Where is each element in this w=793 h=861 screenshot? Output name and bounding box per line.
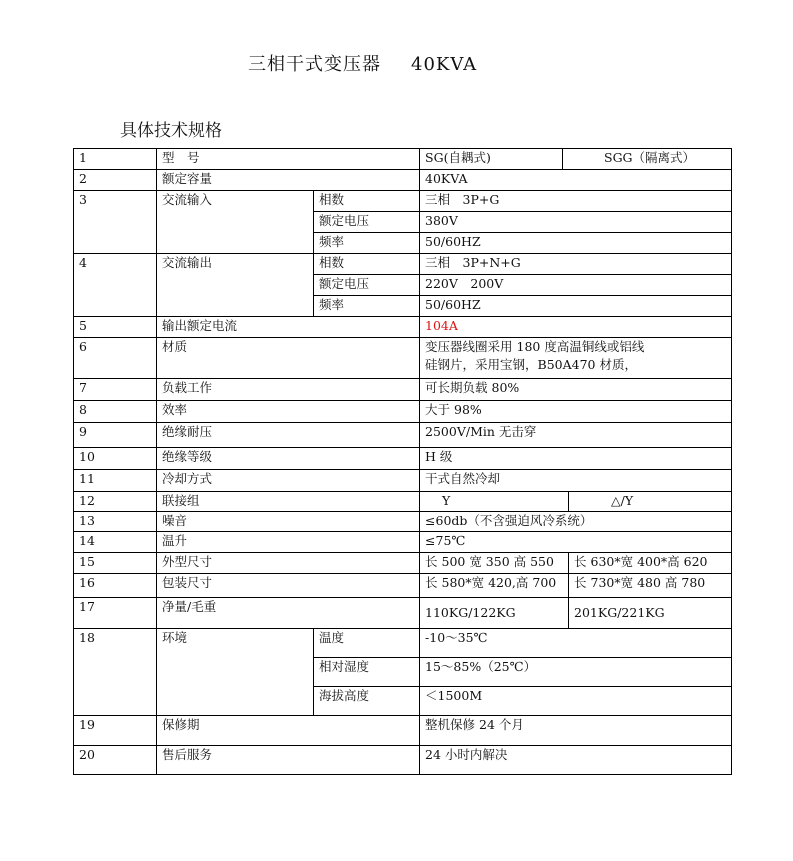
value-cell: 40KVA — [420, 170, 732, 191]
table-row — [74, 532, 732, 553]
table-row — [74, 598, 732, 629]
item-label: 外型尺寸 — [157, 553, 420, 574]
row-number: 9 — [74, 423, 157, 448]
value-cell: ≤75℃ — [420, 532, 732, 553]
value-cell: 50/60HZ — [420, 296, 732, 317]
table-row — [74, 401, 732, 423]
table-row — [74, 746, 732, 775]
value-cell: 380V — [420, 212, 732, 233]
value-cell: 201KG/221KG — [569, 598, 732, 629]
table-row — [74, 254, 732, 275]
title-text: 三相干式变压器 — [248, 54, 381, 75]
value-cell: 整机保修 24 个月 — [420, 716, 732, 746]
row-number: 13 — [74, 512, 157, 532]
table-row — [74, 629, 732, 658]
row-number: 1 — [74, 149, 157, 170]
item-label: 噪音 — [157, 512, 420, 532]
value-cell: 24 小时内解决 — [420, 746, 732, 775]
value-cell: ≤60db（不含强迫风冷系统） — [420, 512, 732, 532]
table-row — [74, 149, 732, 170]
row-number: 20 — [74, 746, 157, 775]
value-cell: 长 500 宽 350 高 550 — [420, 553, 569, 574]
item-label: 绝缘耐压 — [157, 423, 420, 448]
item-label: 型 号 — [157, 149, 420, 170]
document-title — [248, 50, 477, 76]
sub-label: 频率 — [314, 296, 420, 317]
row-number: 16 — [74, 574, 157, 598]
row-number: 7 — [74, 379, 157, 401]
table-row — [74, 716, 732, 746]
value-cell: 50/60HZ — [420, 233, 732, 254]
row-number: 5 — [74, 317, 157, 338]
table-row — [74, 317, 732, 338]
value-cell: 大于 98% — [420, 401, 732, 423]
table-row — [74, 423, 732, 448]
table-row — [74, 512, 732, 532]
item-label: 材质 — [157, 338, 420, 379]
value-cell: 220V 200V — [420, 275, 732, 296]
title-model: 40KVA — [411, 54, 478, 75]
item-label: 环境 — [157, 629, 314, 716]
row-number: 2 — [74, 170, 157, 191]
table-row — [74, 191, 732, 212]
row-number: 11 — [74, 470, 157, 492]
sub-label: 相数 — [314, 191, 420, 212]
row-number: 6 — [74, 338, 157, 379]
value-cell: 可长期负载 80% — [420, 379, 732, 401]
material-line: 变压器线圈采用 180 度高温铜线或铝线 — [425, 339, 645, 354]
item-label: 绝缘等级 — [157, 448, 420, 470]
row-number: 19 — [74, 716, 157, 746]
value-cell: 2500V/Min 无击穿 — [420, 423, 732, 448]
row-number: 10 — [74, 448, 157, 470]
value-cell: Y — [420, 492, 569, 512]
row-number: 17 — [74, 598, 157, 629]
item-label: 联接组 — [157, 492, 420, 512]
table-row — [74, 492, 732, 512]
table-row — [74, 574, 732, 598]
table-row — [74, 379, 732, 401]
item-label: 输出额定电流 — [157, 317, 420, 338]
item-label: 负载工作 — [157, 379, 420, 401]
row-number: 14 — [74, 532, 157, 553]
section-subtitle: 具体技术规格 — [120, 121, 222, 141]
item-label: 净量/毛重 — [157, 598, 420, 629]
value-cell: △/Y — [569, 492, 732, 512]
sub-label: 频率 — [314, 233, 420, 254]
table-row — [74, 170, 732, 191]
value-cell: 干式自然冷却 — [420, 470, 732, 492]
row-number: 12 — [74, 492, 157, 512]
item-label: 温升 — [157, 532, 420, 553]
value-cell: -10～35℃ — [420, 629, 732, 658]
item-label: 额定容量 — [157, 170, 420, 191]
item-label: 保修期 — [157, 716, 420, 746]
value-cell: 长 730*宽 480 高 780 — [569, 574, 732, 598]
value-cell: 15～85%（25℃） — [420, 658, 732, 687]
value-cell: ＜1500M — [420, 687, 732, 716]
value-cell: SGG（隔离式） — [563, 149, 732, 170]
value-cell: H 级 — [420, 448, 732, 470]
value-cell: 三相 3P+G — [420, 191, 732, 212]
value-cell: 110KG/122KG — [420, 598, 569, 629]
row-number: 18 — [74, 629, 157, 716]
sub-label: 海拔高度 — [314, 687, 420, 716]
table-row — [74, 470, 732, 492]
sub-label: 额定电压 — [314, 212, 420, 233]
table-row — [74, 448, 732, 470]
item-label: 售后服务 — [157, 746, 420, 775]
table-row — [74, 553, 732, 574]
value-cell — [420, 338, 732, 379]
item-label: 交流输入 — [157, 191, 314, 254]
spec-table — [73, 148, 732, 775]
value-cell: 长 630*宽 400*高 620 — [569, 553, 732, 574]
item-label: 包装尺寸 — [157, 574, 420, 598]
row-number: 8 — [74, 401, 157, 423]
sub-label: 相对湿度 — [314, 658, 420, 687]
item-label: 效率 — [157, 401, 420, 423]
row-number: 4 — [74, 254, 157, 317]
row-number: 3 — [74, 191, 157, 254]
rated-current-value: 104A — [420, 317, 732, 338]
value-cell: 长 580*宽 420,高 700 — [420, 574, 569, 598]
sub-label: 额定电压 — [314, 275, 420, 296]
sub-label: 相数 — [314, 254, 420, 275]
item-label: 冷却方式 — [157, 470, 420, 492]
row-number: 15 — [74, 553, 157, 574]
item-label: 交流输出 — [157, 254, 314, 317]
table-row — [74, 338, 732, 379]
sub-label: 温度 — [314, 629, 420, 658]
value-cell: SG(自耦式) — [420, 149, 563, 170]
material-line: 硅钢片，采用宝钢，B50A470 材质， — [425, 357, 637, 372]
value-cell: 三相 3P+N+G — [420, 254, 732, 275]
